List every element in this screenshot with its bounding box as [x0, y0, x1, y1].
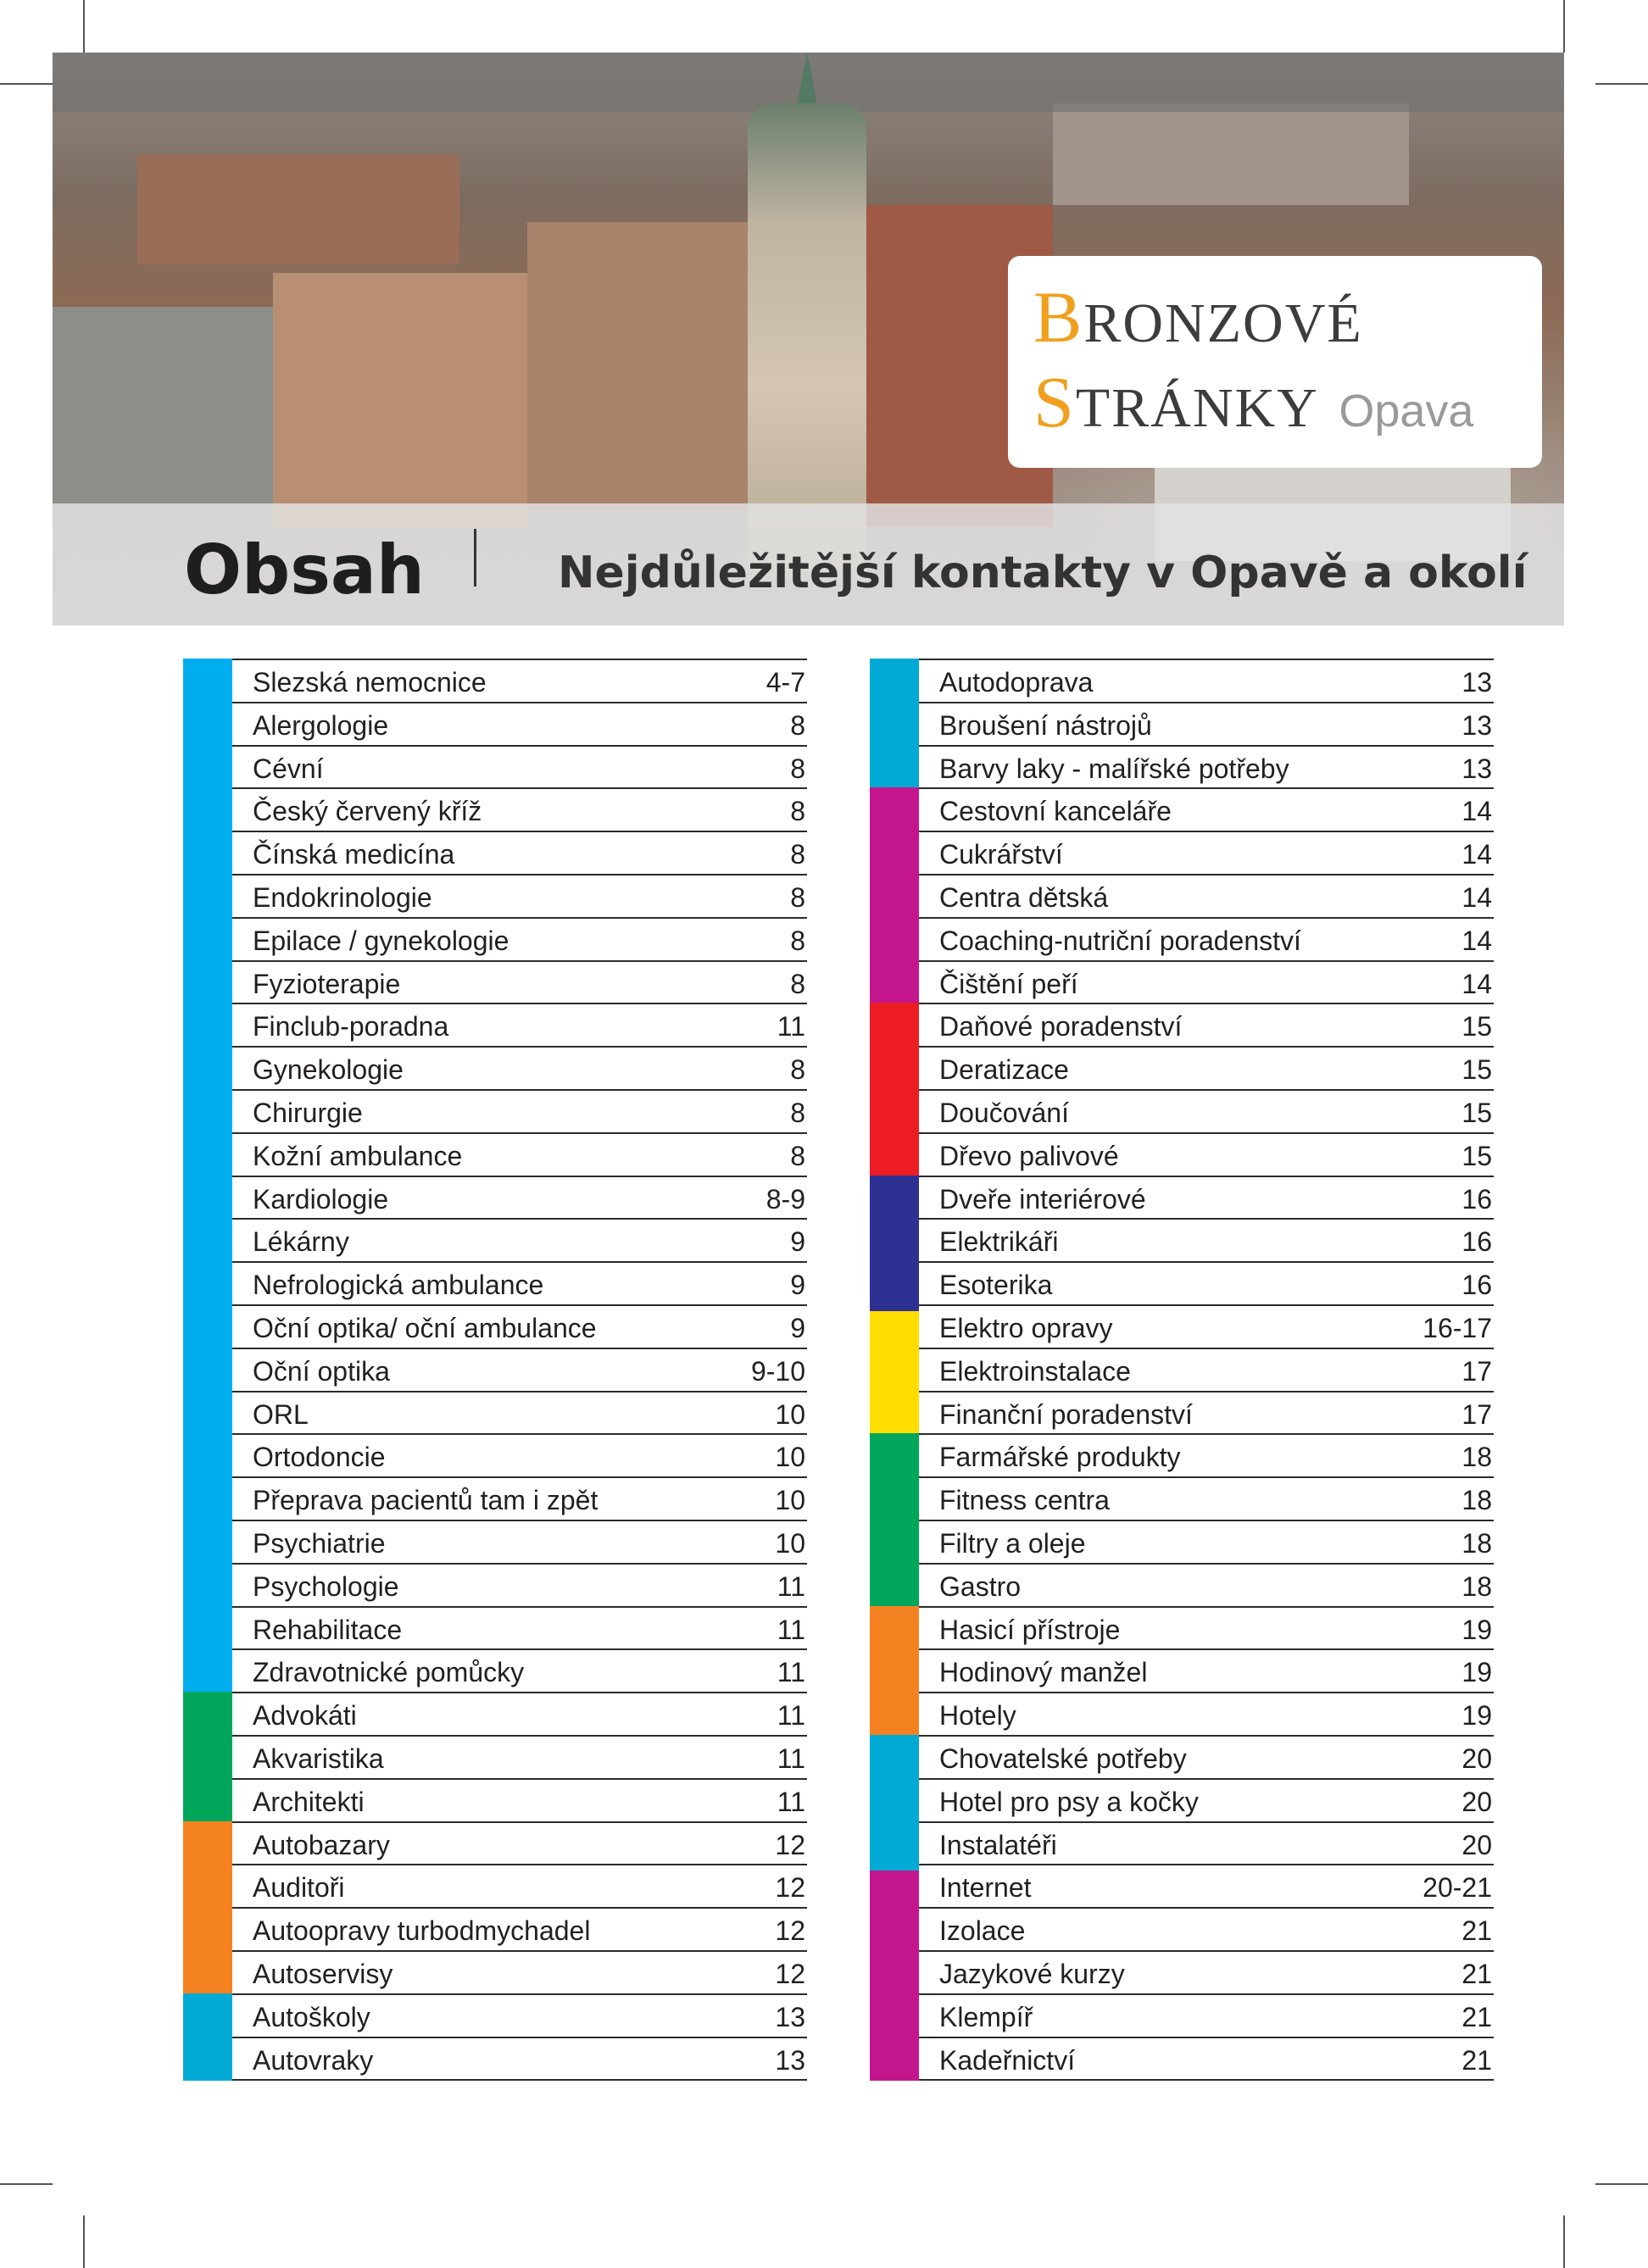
toc-page-number: 21	[1461, 1915, 1492, 1947]
toc-entry-label: Slezská nemocnice	[253, 667, 487, 698]
category-color-swatch	[870, 874, 919, 919]
toc-row	[870, 1003, 1494, 1046]
toc-page-number: 11	[777, 1614, 805, 1645]
toc-row	[183, 1735, 807, 1778]
category-color-swatch	[870, 1132, 919, 1177]
toc-page-number: 19	[1461, 1614, 1492, 1645]
toc-entry-label: Centra dětská	[939, 881, 1109, 913]
building	[1053, 103, 1409, 205]
toc-page-number: 14	[1461, 881, 1492, 913]
category-color-swatch	[183, 1520, 232, 1565]
toc-page-number: 16-17	[1423, 1312, 1492, 1343]
toc-row	[870, 1433, 1494, 1476]
category-color-swatch	[870, 917, 919, 962]
toc-row	[183, 1476, 807, 1520]
crop-mark-top-right-h	[1595, 83, 1648, 85]
category-color-swatch	[870, 702, 919, 747]
toc-row	[870, 1563, 1494, 1606]
category-color-swatch	[183, 1132, 232, 1177]
category-color-swatch	[183, 1089, 232, 1134]
toc-entry-label: Farmářské produkty	[939, 1442, 1181, 1473]
toc-entry-label: Coaching-nutriční poradenství	[939, 925, 1301, 956]
category-color-swatch	[183, 1864, 232, 1909]
toc-entry-label: Český červený kříž	[253, 796, 482, 827]
brand-initial-b: B	[1033, 276, 1084, 358]
toc-entry-label: Elektro opravy	[939, 1312, 1113, 1343]
brand-city: Opava	[1339, 386, 1474, 436]
category-color-swatch	[870, 2037, 919, 2082]
city-header-photo	[53, 53, 1564, 625]
category-color-swatch	[870, 1003, 919, 1048]
toc-page-number: 20	[1461, 1829, 1492, 1860]
brand-line-2	[1033, 359, 1473, 444]
toc-page-number: 16	[1461, 1270, 1492, 1301]
toc-row	[870, 1261, 1494, 1304]
toc-entry-label: Autoservisy	[253, 1958, 393, 1989]
toc-entry-label: Internet	[939, 1872, 1032, 1904]
toc-page-number: 8	[790, 709, 805, 741]
toc-page-number: 15	[1461, 1097, 1492, 1128]
toc-entry-label: Advokáti	[253, 1700, 357, 1732]
toc-page-number: 10	[775, 1398, 805, 1430]
toc-row	[183, 1778, 807, 1821]
category-color-swatch	[183, 1907, 232, 1952]
category-color-swatch	[183, 1950, 232, 1995]
toc-entry-label: Ortodoncie	[253, 1442, 386, 1473]
toc-entry-label: Lékárny	[253, 1226, 349, 1258]
toc-page-number: 16	[1461, 1183, 1492, 1215]
toc-row	[870, 659, 1494, 702]
toc-entry-label: Oční optika	[253, 1355, 390, 1387]
toc-row	[183, 874, 807, 917]
category-color-swatch	[183, 831, 232, 876]
category-color-swatch	[183, 874, 232, 919]
toc-left-column	[183, 659, 807, 2081]
toc-row	[183, 1864, 807, 1907]
category-color-swatch	[870, 831, 919, 876]
toc-entry-label: Alergologie	[253, 709, 389, 741]
brand-word-1: RONZOVÉ	[1083, 292, 1363, 354]
toc-entry-label: Dřevo palivové	[939, 1140, 1119, 1171]
toc-row	[870, 1176, 1494, 1219]
toc-row	[870, 1520, 1494, 1563]
toc-entry-label: Chirurgie	[253, 1097, 363, 1128]
category-color-swatch	[183, 1218, 232, 1263]
heading-band	[53, 503, 1564, 625]
category-color-swatch	[183, 1391, 232, 1436]
toc-row	[870, 1821, 1494, 1865]
toc-entry-label: Oční optika/ oční ambulance	[253, 1312, 597, 1343]
category-color-swatch	[183, 1176, 232, 1220]
toc-page-number: 8	[790, 968, 805, 999]
toc-row	[183, 1648, 807, 1692]
toc-page-number: 21	[1461, 2001, 1492, 2032]
category-color-swatch	[870, 1391, 919, 1436]
toc-page-number: 18	[1461, 1570, 1492, 1602]
category-color-swatch	[183, 1821, 232, 1866]
toc-page-number: 9	[790, 1270, 805, 1301]
toc-entry-label: Elektroinstalace	[939, 1355, 1131, 1387]
crop-mark-bottom-right-v	[1563, 2215, 1565, 2268]
toc-page-number: 15	[1461, 1140, 1492, 1171]
toc-entry-label: Autobazary	[253, 1829, 390, 1860]
toc-entry-label: Zdravotnické pomůcky	[253, 1657, 525, 1688]
toc-row	[183, 1218, 807, 1261]
toc-entry-label: Psychiatrie	[253, 1527, 386, 1559]
toc-entry-label: Esoterika	[939, 1270, 1053, 1301]
category-color-swatch	[870, 1778, 919, 1823]
toc-entry-label: Finanční poradenství	[939, 1398, 1193, 1430]
toc-entry-label: Čínská medicína	[253, 839, 455, 870]
toc-row	[183, 831, 807, 874]
crop-mark-bottom-left-h	[0, 2183, 53, 2185]
toc-row	[870, 1132, 1494, 1176]
toc-row	[183, 1304, 807, 1348]
brand-logo-box	[1008, 256, 1542, 468]
toc-page-number: 12	[775, 1829, 805, 1860]
brand-line-1	[1033, 275, 1363, 359]
crop-mark-bottom-left-v	[83, 2215, 85, 2268]
toc-entry-label: Barvy laky - malířské potřeby	[939, 753, 1289, 784]
toc-entry-label: Autoopravy turbodmychadel	[253, 1915, 591, 1947]
toc-page-number: 4-7	[766, 667, 805, 698]
category-color-swatch	[870, 960, 919, 1005]
toc-entry-label: Filtry a oleje	[939, 1527, 1086, 1559]
category-color-swatch	[870, 1993, 919, 2038]
toc-page-number: 12	[775, 1872, 805, 1904]
toc-row	[870, 1907, 1494, 1950]
category-color-swatch	[183, 1563, 232, 1608]
category-color-swatch	[870, 1089, 919, 1134]
toc-page-number: 14	[1461, 839, 1492, 870]
toc-row	[870, 745, 1494, 788]
crop-mark-top-left-h	[0, 83, 53, 85]
toc-page-number: 21	[1461, 2044, 1492, 2076]
toc-page-number: 16	[1461, 1226, 1492, 1258]
toc-entry-label: Cestovní kanceláře	[939, 796, 1172, 827]
category-color-swatch	[183, 1003, 232, 1048]
toc-entry-label: Architekti	[253, 1786, 365, 1817]
toc-right-column	[870, 659, 1494, 2081]
category-color-swatch	[870, 1520, 919, 1565]
toc-row	[183, 1089, 807, 1132]
toc-entry-label: Akvaristika	[253, 1743, 384, 1774]
toc-row	[870, 1391, 1494, 1434]
toc-page-number: 11	[777, 1657, 805, 1688]
brand-word-2: TRÁNKY	[1075, 377, 1319, 439]
toc-page-number: 21	[1461, 1958, 1492, 1989]
toc-page-number: 8	[790, 796, 805, 827]
toc-entry-label: Autovraky	[253, 2044, 374, 2076]
toc-entry-label: Jazykové kurzy	[939, 1958, 1125, 1989]
page-subtitle: Nejdůležitější kontakty v Opavě a okolí	[558, 548, 1528, 598]
category-color-swatch	[183, 745, 232, 790]
toc-page-number: 11	[777, 1011, 805, 1042]
toc-page-number: 11	[777, 1786, 805, 1817]
toc-page-number: 8	[790, 925, 805, 956]
toc-page-number: 11	[777, 1570, 805, 1602]
toc-row	[183, 1391, 807, 1434]
toc-row	[183, 1261, 807, 1304]
toc-entry-label: Psychologie	[253, 1570, 399, 1602]
toc-page-number: 20	[1461, 1786, 1492, 1817]
toc-row	[870, 1735, 1494, 1778]
toc-entry-label: Daňové poradenství	[939, 1011, 1183, 1042]
toc-row	[870, 1864, 1494, 1907]
toc-row	[183, 745, 807, 788]
category-color-swatch	[870, 1304, 919, 1349]
toc-entry-label: Autodoprava	[939, 667, 1094, 698]
category-color-swatch	[183, 960, 232, 1005]
brand-initial-s: S	[1033, 361, 1076, 442]
toc-row	[870, 1218, 1494, 1261]
heading-divider	[474, 529, 476, 586]
toc-entry-label: Finclub-poradna	[253, 1011, 449, 1042]
toc-page-number: 18	[1461, 1442, 1492, 1473]
toc-row	[870, 874, 1494, 917]
toc-page-number: 10	[775, 1485, 805, 1516]
toc-row	[183, 1993, 807, 2037]
toc-page-number: 8-9	[766, 1183, 805, 1215]
toc-page-number: 12	[775, 1958, 805, 1989]
toc-row	[870, 1648, 1494, 1692]
category-color-swatch	[183, 1476, 232, 1521]
toc-row	[870, 1476, 1494, 1520]
toc-page-number: 11	[777, 1700, 805, 1732]
toc-entry-label: Hodinový manžel	[939, 1657, 1148, 1688]
toc-page-number: 9-10	[750, 1355, 805, 1387]
building	[53, 307, 307, 527]
category-color-swatch	[183, 1433, 232, 1478]
toc-entry-label: Deratizace	[939, 1054, 1069, 1086]
toc-entry-label: Gynekologie	[253, 1054, 404, 1086]
toc-row	[183, 960, 807, 1003]
toc-entry-label: Endokrinologie	[253, 881, 432, 913]
toc-page-number: 12	[775, 1915, 805, 1947]
category-color-swatch	[870, 1821, 919, 1866]
category-color-swatch	[183, 1046, 232, 1091]
toc-row	[870, 1692, 1494, 1735]
toc-row	[183, 1003, 807, 1046]
category-color-swatch	[870, 1218, 919, 1263]
toc-entry-label: Doučování	[939, 1097, 1069, 1128]
toc-entry-label: Klempíř	[939, 2001, 1033, 2032]
toc-page-number: 9	[790, 1226, 805, 1258]
toc-page-number: 13	[775, 2001, 805, 2032]
toc-row	[183, 702, 807, 745]
building	[273, 273, 527, 527]
toc-row	[870, 917, 1494, 960]
toc-row	[870, 1606, 1494, 1649]
toc-row	[183, 1907, 807, 1950]
category-color-swatch	[870, 1261, 919, 1306]
toc-row	[183, 1692, 807, 1735]
category-color-swatch	[183, 2037, 232, 2082]
toc-page-number: 13	[1461, 667, 1492, 698]
toc-page-number: 13	[775, 2044, 805, 2076]
category-color-swatch	[183, 1692, 232, 1737]
category-color-swatch	[870, 787, 919, 832]
category-color-swatch	[183, 917, 232, 962]
toc-page-number: 17	[1461, 1355, 1492, 1387]
toc-page-number: 20	[1461, 1743, 1492, 1774]
category-color-swatch	[870, 1476, 919, 1521]
page-title: Obsah	[184, 531, 425, 609]
toc-entry-label: Izolace	[939, 1915, 1026, 1947]
crop-mark-top-left-v	[83, 0, 85, 53]
toc-entry-label: Auditoři	[253, 1872, 345, 1904]
toc-entry-label: Epilace / gynekologie	[253, 925, 509, 956]
toc-row	[870, 1778, 1494, 1821]
toc-entry-label: Kožní ambulance	[253, 1140, 463, 1171]
toc-entry-label: Chovatelské potřeby	[939, 1743, 1187, 1774]
toc-page-number: 8	[790, 1140, 805, 1171]
toc-page-number: 17	[1461, 1398, 1492, 1430]
toc-row	[183, 1176, 807, 1219]
toc-row	[870, 702, 1494, 745]
toc-page-number: 10	[775, 1527, 805, 1559]
building	[137, 154, 459, 264]
toc-page-number: 19	[1461, 1700, 1492, 1732]
toc-entry-label: ORL	[253, 1398, 309, 1430]
toc-row	[183, 1348, 807, 1391]
toc-page-number: 15	[1461, 1054, 1492, 1086]
toc-row	[870, 787, 1494, 831]
category-color-swatch	[183, 1778, 232, 1823]
category-color-swatch	[870, 1348, 919, 1392]
toc-entry-label: Hotely	[939, 1700, 1016, 1732]
category-color-swatch	[183, 1304, 232, 1349]
toc-page-number: 19	[1461, 1657, 1492, 1688]
toc-page-number: 13	[1461, 753, 1492, 784]
toc-entry-label: Broušení nástrojů	[939, 709, 1152, 741]
toc-row	[183, 2037, 807, 2082]
category-color-swatch	[183, 1993, 232, 2038]
toc-entry-label: Hotel pro psy a kočky	[939, 1786, 1199, 1817]
category-color-swatch	[870, 1735, 919, 1780]
toc-row	[870, 2037, 1494, 2082]
toc-row	[870, 831, 1494, 874]
toc-entry-label: Nefrologická ambulance	[253, 1270, 544, 1301]
category-color-swatch	[183, 1735, 232, 1780]
toc-entry-label: Cukrářství	[939, 839, 1063, 870]
toc-entry-label: Čištění peří	[939, 968, 1078, 999]
category-color-swatch	[870, 1606, 919, 1651]
toc-page-number: 18	[1461, 1527, 1492, 1559]
toc-page-number: 14	[1461, 796, 1492, 827]
toc-row	[183, 787, 807, 831]
toc-page-number: 20-21	[1423, 1872, 1492, 1904]
toc-row	[183, 1821, 807, 1865]
toc-entry-label: Kadeřnictví	[939, 2044, 1076, 2076]
toc-row	[870, 1304, 1494, 1348]
toc-row	[870, 1046, 1494, 1089]
toc-row	[183, 1563, 807, 1606]
category-color-swatch	[183, 1648, 232, 1693]
toc-page-number: 10	[775, 1442, 805, 1473]
category-color-swatch	[870, 1950, 919, 1995]
toc-page-number: 18	[1461, 1485, 1492, 1516]
toc-entry-label: Přeprava pacientů tam i zpět	[253, 1485, 599, 1516]
toc-entry-label: Fyzioterapie	[253, 968, 401, 999]
toc-entry-label: Elektrikáři	[939, 1226, 1059, 1258]
category-color-swatch	[870, 1692, 919, 1737]
toc-row	[183, 1433, 807, 1476]
toc-entry-label: Instalatéři	[939, 1829, 1057, 1860]
toc-entry-label: Autoškoly	[253, 2001, 370, 2032]
toc-row	[183, 1132, 807, 1176]
category-color-swatch	[870, 1563, 919, 1608]
toc-row	[870, 960, 1494, 1003]
crop-mark-bottom-right-h	[1595, 2183, 1648, 2185]
toc-page-number: 14	[1461, 925, 1492, 956]
toc-entry-label: Fitness centra	[939, 1485, 1110, 1516]
toc-page-number: 8	[790, 839, 805, 870]
category-color-swatch	[183, 1261, 232, 1306]
toc-entry-label: Kardiologie	[253, 1183, 389, 1215]
category-color-swatch	[870, 1176, 919, 1220]
category-color-swatch	[870, 1907, 919, 1952]
toc-row	[870, 1348, 1494, 1391]
toc-page-number: 8	[790, 1054, 805, 1086]
category-color-swatch	[183, 787, 232, 832]
toc-entry-label: Cévní	[253, 753, 324, 784]
toc-row	[870, 1089, 1494, 1132]
toc-entry-label: Hasicí přístroje	[939, 1614, 1121, 1645]
toc-row	[183, 1046, 807, 1089]
toc-row	[183, 1606, 807, 1649]
toc-entry-label: Gastro	[939, 1570, 1022, 1602]
category-color-swatch	[183, 1606, 232, 1651]
toc-row	[183, 659, 807, 702]
toc-row	[870, 1993, 1494, 2037]
toc-row	[183, 917, 807, 960]
category-color-swatch	[870, 1046, 919, 1091]
category-color-swatch	[870, 659, 919, 703]
toc-page-number: 8	[790, 881, 805, 913]
category-color-swatch	[870, 1864, 919, 1909]
toc-page-number: 8	[790, 753, 805, 784]
toc-entry-label: Rehabilitace	[253, 1614, 403, 1645]
crop-mark-top-right-v	[1563, 0, 1565, 53]
toc-page-number: 15	[1461, 1011, 1492, 1042]
toc-page-number: 9	[790, 1312, 805, 1343]
category-color-swatch	[183, 1348, 232, 1392]
category-color-swatch	[183, 702, 232, 747]
toc-row	[183, 1950, 807, 1993]
toc-page-number: 13	[1461, 709, 1492, 741]
toc-page-number: 8	[790, 1097, 805, 1128]
toc-page-number: 14	[1461, 968, 1492, 999]
category-color-swatch	[870, 1648, 919, 1693]
toc-entry-label: Dveře interiérové	[939, 1183, 1146, 1215]
building	[527, 222, 748, 510]
category-color-swatch	[870, 1433, 919, 1478]
toc-row	[870, 1950, 1494, 1993]
category-color-swatch	[183, 659, 232, 703]
toc-row	[183, 1520, 807, 1563]
category-color-swatch	[870, 745, 919, 790]
toc-page-number: 11	[777, 1743, 805, 1774]
